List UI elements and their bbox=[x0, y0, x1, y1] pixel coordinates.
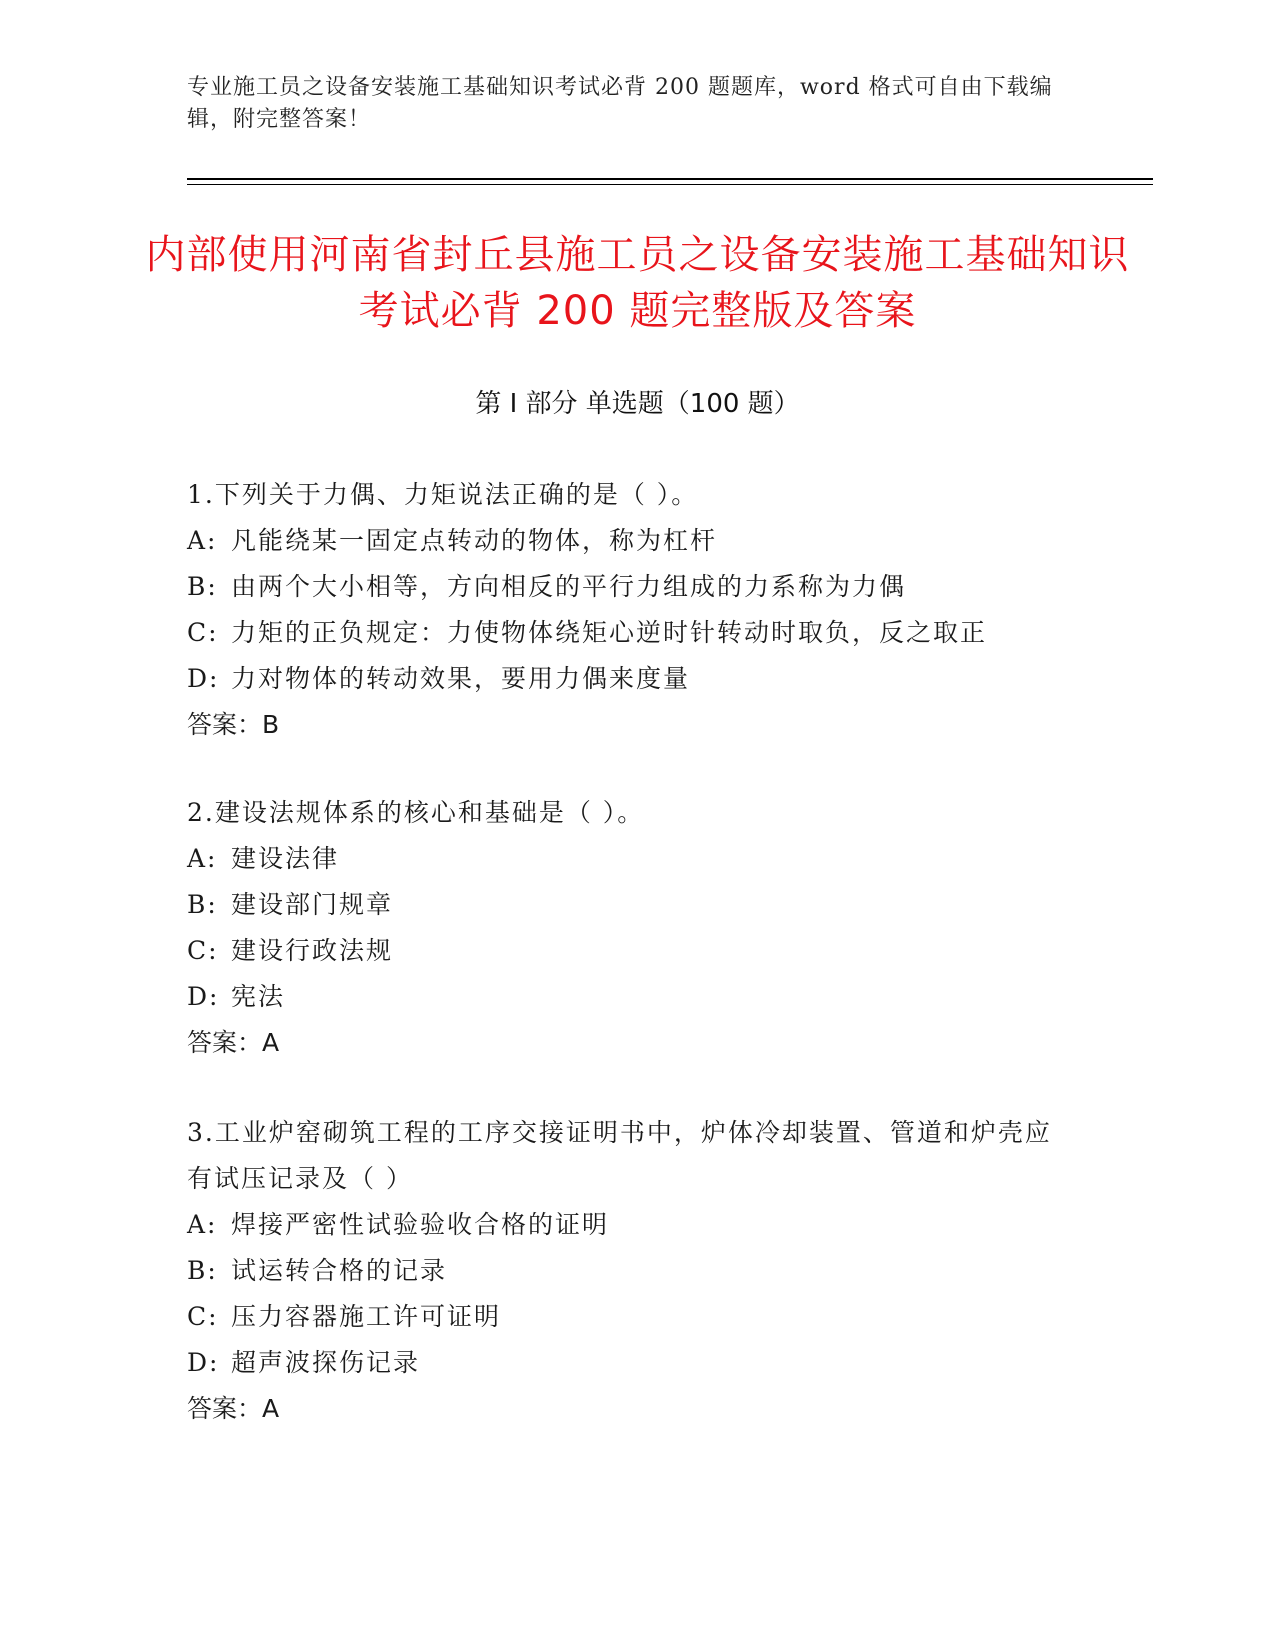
option-text: 力矩的正负规定：力使物体绕矩心逆时针转动时取负，反之取正 bbox=[231, 618, 988, 647]
question-stem: 2.建设法规体系的核心和基础是（ ）。 bbox=[187, 798, 645, 827]
header-note: 专业施工员之设备安装施工基础知识考试必背 200 题题库，word 格式可自由下载编辑，附完整答案！ bbox=[187, 75, 1053, 132]
option-letter: C: bbox=[187, 936, 219, 965]
document-title: 内部使用河南省封丘县施工员之设备安装施工基础知识考试必背 200 题完整版及答案 bbox=[145, 232, 1130, 334]
option-letter: B: bbox=[187, 1256, 218, 1285]
option-d bbox=[187, 1340, 1067, 1386]
question-2 bbox=[187, 790, 1067, 1066]
header-divider-thin bbox=[187, 184, 1153, 185]
option-letter: D: bbox=[187, 1348, 220, 1377]
answer-line: 答案：B bbox=[187, 710, 280, 739]
option-d bbox=[187, 974, 1067, 1020]
option-text: 由两个大小相等，方向相反的平行力组成的力系称为力偶 bbox=[231, 572, 907, 601]
option-c bbox=[187, 610, 1067, 656]
option-letter: C: bbox=[187, 618, 219, 647]
option-d bbox=[187, 656, 1067, 702]
header-divider-thick bbox=[187, 178, 1153, 180]
option-a bbox=[187, 518, 1067, 564]
option-letter: A: bbox=[187, 526, 218, 555]
option-text: 焊接严密性试验验收合格的证明 bbox=[231, 1210, 610, 1239]
question-stem: 3.工业炉窑砌筑工程的工序交接证明书中，炉体冷却装置、管道和炉壳应有试压记录及（ ） bbox=[187, 1118, 1052, 1193]
option-text: 建设行政法规 bbox=[231, 936, 394, 965]
option-text: 压力容器施工许可证明 bbox=[231, 1302, 502, 1331]
option-text: 建设部门规章 bbox=[231, 890, 394, 919]
answer-line: 答案：A bbox=[187, 1394, 280, 1423]
option-b bbox=[187, 564, 1067, 610]
question-stem: 1.下列关于力偶、力矩说法正确的是（ ）。 bbox=[187, 480, 699, 509]
answer-line: 答案：A bbox=[187, 1028, 280, 1057]
option-b bbox=[187, 1248, 1067, 1294]
option-letter: D: bbox=[187, 664, 220, 693]
option-text: 力对物体的转动效果，要用力偶来度量 bbox=[231, 664, 691, 693]
option-text: 超声波探伤记录 bbox=[231, 1348, 421, 1377]
option-text: 试运转合格的记录 bbox=[231, 1256, 448, 1285]
option-letter: A: bbox=[187, 844, 218, 873]
option-c bbox=[187, 1294, 1067, 1340]
option-letter: C: bbox=[187, 1302, 219, 1331]
question-1 bbox=[187, 472, 1067, 748]
option-text: 凡能绕某一固定点转动的物体，称为杠杆 bbox=[231, 526, 718, 555]
option-c bbox=[187, 928, 1067, 974]
option-letter: B: bbox=[187, 572, 218, 601]
option-text: 宪法 bbox=[231, 982, 286, 1011]
option-a bbox=[187, 1202, 1067, 1248]
section-title: 第 I 部分 单选题（100 题） bbox=[475, 389, 800, 419]
option-a bbox=[187, 836, 1067, 882]
option-text: 建设法律 bbox=[231, 844, 340, 873]
question-3 bbox=[187, 1110, 1067, 1432]
option-letter: A: bbox=[187, 1210, 218, 1239]
option-b bbox=[187, 882, 1067, 928]
option-letter: B: bbox=[187, 890, 218, 919]
option-letter: D: bbox=[187, 982, 220, 1011]
